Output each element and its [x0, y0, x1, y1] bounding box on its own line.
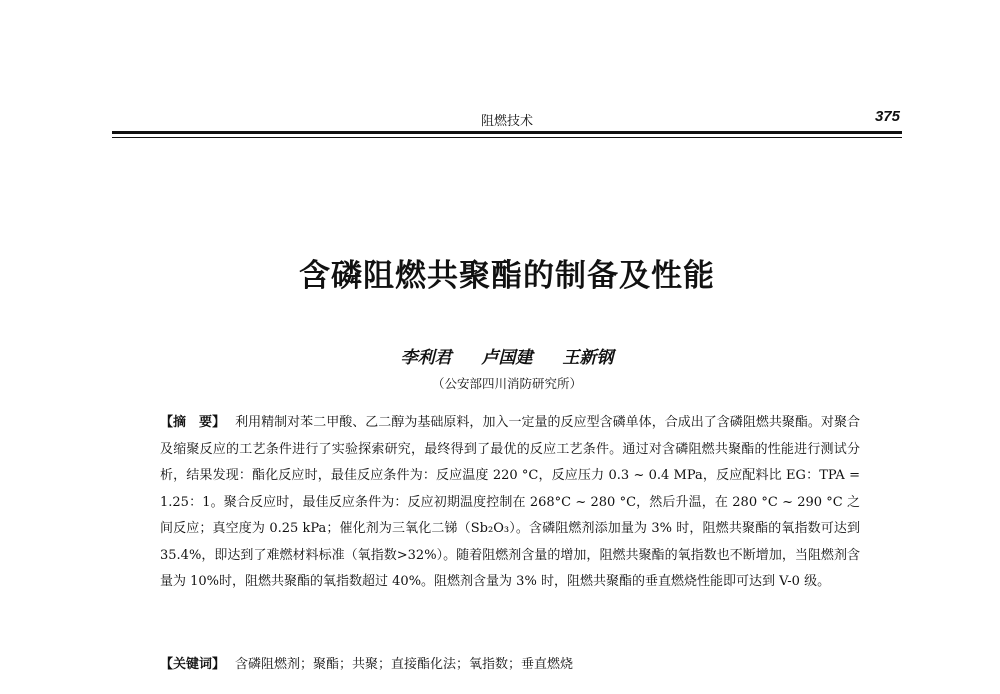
header-rule-thin	[112, 137, 902, 138]
article-title: 含磷阻燃共聚酯的制备及性能	[299, 258, 715, 294]
affiliation: （公安部四川消防研究所）	[431, 376, 582, 391]
abstract-label: 【摘 要】	[160, 415, 226, 430]
header-rule-thick	[112, 131, 902, 134]
author-name: 王新钢	[562, 348, 614, 368]
running-header	[112, 108, 902, 132]
keywords-text: 含磷阻燃剂；聚酯；共聚；直接酯化法；氧指数；垂直燃烧	[235, 657, 574, 672]
author-list	[112, 343, 902, 368]
keywords-label: 【关键词】	[160, 657, 226, 672]
abstract	[160, 410, 860, 596]
author-name: 李利君	[400, 348, 452, 368]
keywords	[160, 652, 860, 678]
journal-section-name: 阻燃技术	[480, 114, 533, 129]
page-number: 375	[874, 108, 900, 125]
abstract-text: 利用精制对苯二甲酸、乙二醇为基础原料，加入一定量的反应型含磷单体，合成出了含磷阻燃共聚酯。对聚合及缩聚反应的工艺条件进行了实验探索研究，最终得到了最优的反应工艺条件。通过对含磷阻燃共聚酯的性能进行测试分析，结果发现：酯化反应时，最佳反应条件为：反应温度 220 °C，反应压力 0.3 ~ 0.4 MPa，反应配料比 EG：TPA = 1.25：1。聚合反应时，最佳反应条件为：反应初期温度控制在 268°C ~ 280 °C，然后升温，在 280 °C ~ 290 °C 之间反应；真空度为 0.25 kPa；催化剂为三氧化二锑（Sb₂O₃）。含磷阻燃剂添加量为 3% 时，阻燃共聚酯的氧指数可达到 35.4%，即达到了难燃材料标准（氧指数>32%）。随着阻燃剂含量的增加，阻燃共聚酯的氧指数也不断增加，当阻燃剂含量为 10%时，阻燃共聚酯的氧指数超过 40%。阻燃剂含量为 3% 时，阻燃共聚酯的垂直燃烧性能即可达到 V-0 级。	[160, 415, 860, 589]
author-name: 卢国建	[481, 348, 533, 368]
